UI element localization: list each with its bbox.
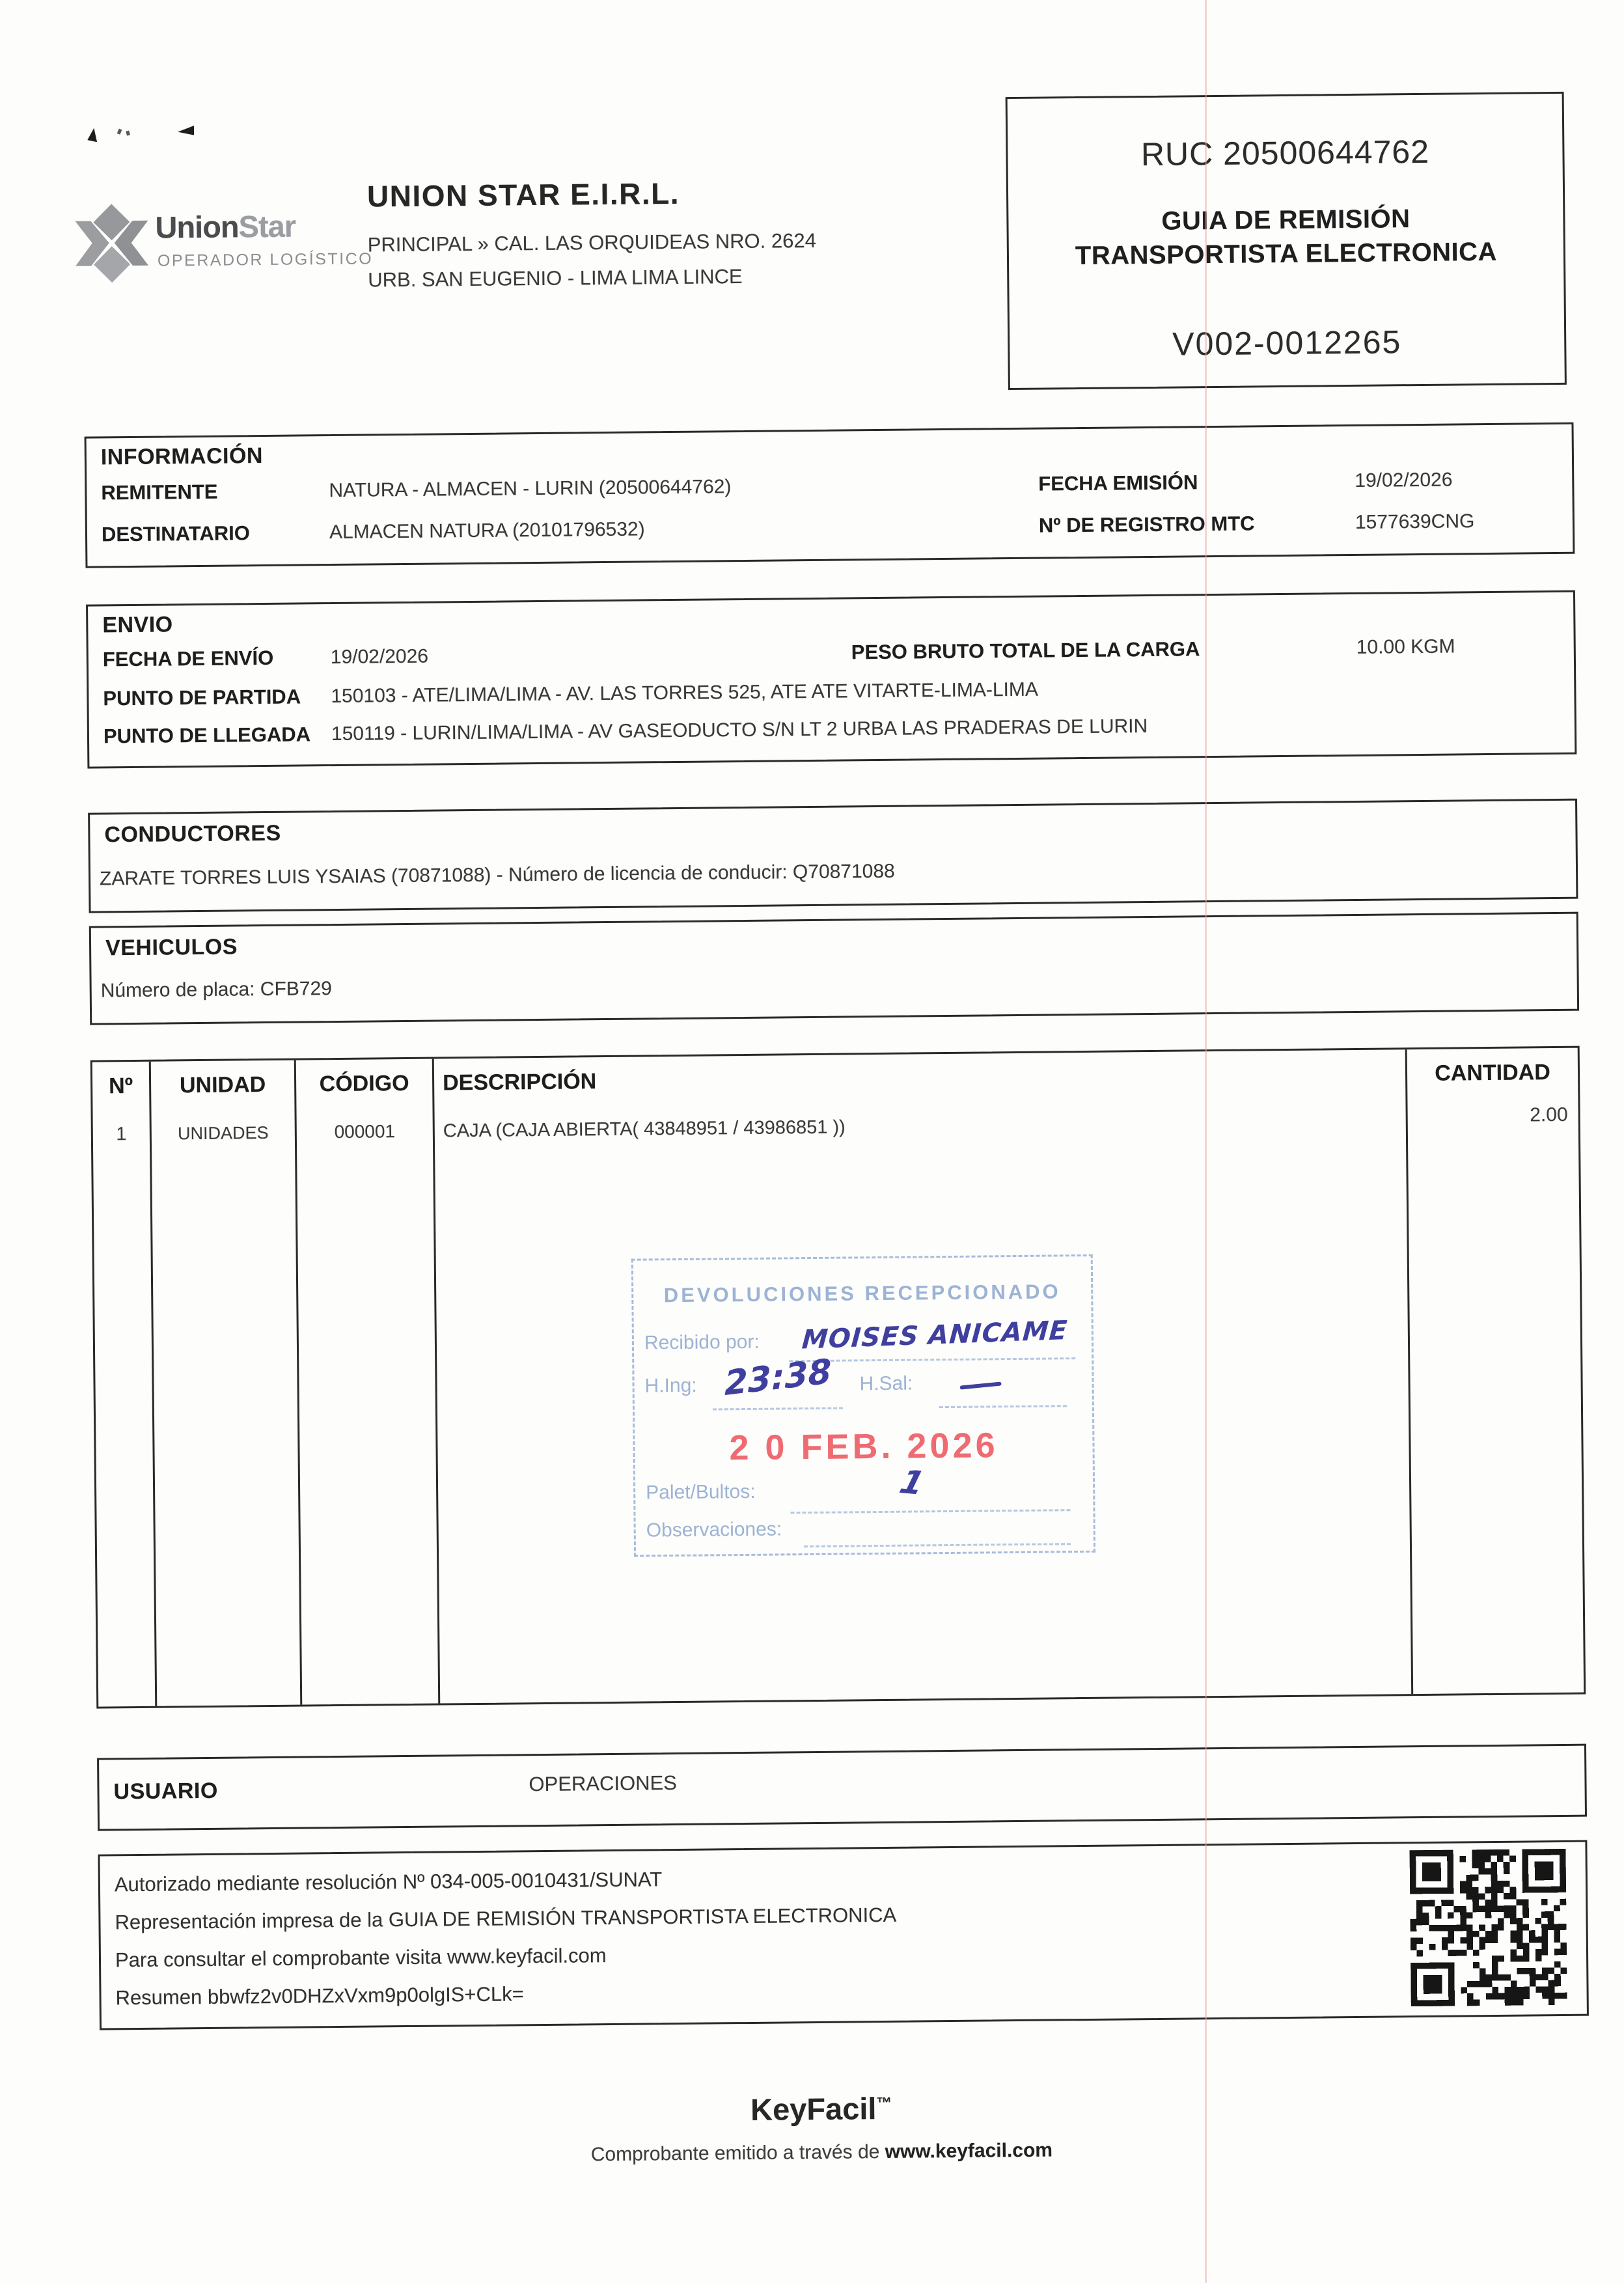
stamp-observaciones-line: [804, 1543, 1071, 1547]
col-header-codigo: CÓDIGO: [319, 1070, 409, 1097]
usuario-label: USUARIO: [113, 1778, 219, 1805]
items-table: [90, 1046, 1586, 1709]
col-header-descripcion: DESCRIPCIÓN: [442, 1069, 597, 1096]
stamp-recibido-label: Recibido por:: [644, 1331, 760, 1354]
reception-stamp: [631, 1254, 1095, 1557]
fecha-envio-value: 19/02/2026: [330, 645, 429, 669]
company-address-line1: PRINCIPAL » CAL. LAS ORQUIDEAS NRO. 2624: [367, 228, 817, 256]
envio-title: ENVIO: [102, 612, 173, 638]
footer-box: [98, 1840, 1588, 2030]
document-number: V002-0012265: [1172, 324, 1402, 363]
footer-line3: Para consultar el comprobante visita www.keyfacil.com: [115, 1944, 607, 1972]
stamp-palet-label: Palet/Bultos:: [646, 1480, 756, 1504]
stamp-palet-line: [790, 1509, 1070, 1514]
table-column-line: [149, 1062, 158, 1706]
usuario-box: [97, 1744, 1587, 1831]
peso-bruto-value: 10.00 KGM: [1356, 635, 1455, 658]
company-name: UNION STAR E.I.R.L.: [366, 176, 680, 214]
punto-partida-label: PUNTO DE PARTIDA: [103, 685, 301, 710]
conductores-title: CONDUCTORES: [104, 820, 281, 848]
punto-partida-value: 150103 - ATE/LIMA/LIMA - AV. LAS TORRES 525, ATE ATE VITARTE-LIMA-LIMA: [331, 678, 1039, 708]
logo-word-union: Union: [155, 209, 239, 245]
footer-line1: Autorizado mediante resolución Nº 034-005-0010431/SUNAT: [114, 1868, 663, 1896]
peso-bruto-label: PESO BRUTO TOTAL DE LA CARGA: [851, 637, 1200, 664]
item-unidad: UNIDADES: [177, 1123, 269, 1144]
pen-mark: [178, 126, 194, 137]
punto-llegada-value: 150119 - LURIN/LIMA/LIMA - AV GASEODUCTO S/N LT 2 URBA LAS PRADERAS DE LURIN: [331, 715, 1148, 745]
company-address-line2: URB. SAN EUGENIO - LIMA LIMA LINCE: [368, 264, 743, 292]
stamp-hora-salida-label: H.Sal:: [859, 1372, 913, 1395]
logo-wordmark: [155, 208, 296, 245]
footer-line4: Resumen bbwfz2v0DHZxVxm9p0olgIS+CLk=: [115, 1982, 524, 2010]
vehiculos-box: [89, 912, 1579, 1025]
remitente-label: REMITENTE: [101, 480, 218, 505]
stamp-observaciones-label: Observaciones:: [646, 1518, 782, 1542]
stamp-hora-ingreso-line: [713, 1407, 843, 1411]
logo-word-star: Star: [238, 208, 296, 244]
conductor-detail: ZARATE TORRES LUIS YSAIAS (70871088) - Número de licencia de conducir: Q70871088: [99, 860, 895, 890]
table-column-line: [432, 1059, 441, 1704]
fecha-emision-value: 19/02/2026: [1355, 469, 1453, 491]
vehiculos-title: VEHICULOS: [105, 934, 238, 961]
stamp-recibido-line: [789, 1357, 1075, 1362]
qr-icon: [1409, 1849, 1567, 2006]
pen-mark: [126, 131, 130, 136]
stamp-recibido-handwriting: MOISES ANICAME: [801, 1315, 1069, 1355]
keyfacil-name: KeyFacil: [750, 2091, 877, 2127]
scanner-artifact-line: [1205, 0, 1207, 2283]
stamp-hora-salida-line: [939, 1405, 1067, 1408]
pen-mark: [87, 128, 98, 142]
stamp-hora-salida-dash-handwriting: [959, 1381, 1001, 1389]
tagline-url: www.keyfacil.com: [885, 2139, 1053, 2163]
footer-line2: Representación impresa de la GUIA DE REMISIÓN TRANSPORTISTA ELECTRONICA: [115, 1903, 897, 1934]
date-stamp: 2 0 FEB. 2026: [729, 1426, 998, 1468]
keyfacil-tagline: [10, 2134, 1624, 2172]
registro-mtc-label: Nº DE REGISTRO MTC: [1038, 512, 1255, 537]
fecha-envio-label: FECHA DE ENVÍO: [102, 646, 274, 671]
informacion-box: [85, 422, 1575, 568]
item-cantidad: 2.00: [1530, 1103, 1568, 1126]
item-descripcion: CAJA (CAJA ABIERTA( 43848951 / 43986851 )): [443, 1116, 846, 1142]
informacion-title: INFORMACIÓN: [100, 443, 264, 470]
envio-box: [86, 590, 1576, 769]
stamp-hora-ingreso-handwriting: 23:38: [724, 1351, 832, 1404]
fecha-emision-label: FECHA EMISIÓN: [1038, 471, 1198, 495]
ruc-number: RUC 20500644762: [1140, 133, 1430, 173]
col-header-unidad: UNIDAD: [179, 1072, 266, 1098]
table-column-line: [1405, 1049, 1414, 1694]
document-title-line1: GUIA DE REMISIÓN: [1161, 204, 1411, 236]
trademark-symbol: ™: [876, 2094, 892, 2112]
keyfacil-wordmark: [9, 2083, 1624, 2135]
unionstar-star-icon: [75, 204, 148, 283]
pen-mark: [117, 128, 122, 134]
tagline-prefix: Comprobante emitido a través de: [590, 2140, 885, 2166]
remitente-value: NATURA - ALMACEN - LURIN (20500644762): [329, 476, 732, 502]
logo-subtitle: OPERADOR LOGÍSTICO: [157, 249, 374, 270]
document-title-line2: TRANSPORTISTA ELECTRONICA: [1075, 237, 1498, 271]
stamp-hora-ingreso-label: H.Ing:: [644, 1374, 697, 1397]
col-header-numero: Nº: [108, 1073, 133, 1099]
ruc-box: [1006, 92, 1567, 390]
destinatario-label: DESTINATARIO: [101, 521, 251, 546]
destinatario-value: ALMACEN NATURA (20101796532): [329, 518, 645, 544]
table-column-line: [294, 1060, 303, 1705]
registro-mtc-value: 1577639CNG: [1355, 510, 1475, 533]
col-header-cantidad: CANTIDAD: [1435, 1060, 1550, 1086]
stamp-title: DEVOLUCIONES RECEPCIONADO: [663, 1280, 1061, 1307]
conductores-box: [88, 799, 1578, 913]
vehiculo-detail: Número de placa: CFB729: [100, 978, 333, 1002]
usuario-value: OPERACIONES: [529, 1771, 678, 1796]
item-codigo: 000001: [334, 1121, 396, 1142]
punto-llegada-label: PUNTO DE LLEGADA: [103, 723, 311, 748]
item-numero: 1: [116, 1124, 127, 1145]
stamp-palet-handwriting: 1: [896, 1463, 929, 1502]
